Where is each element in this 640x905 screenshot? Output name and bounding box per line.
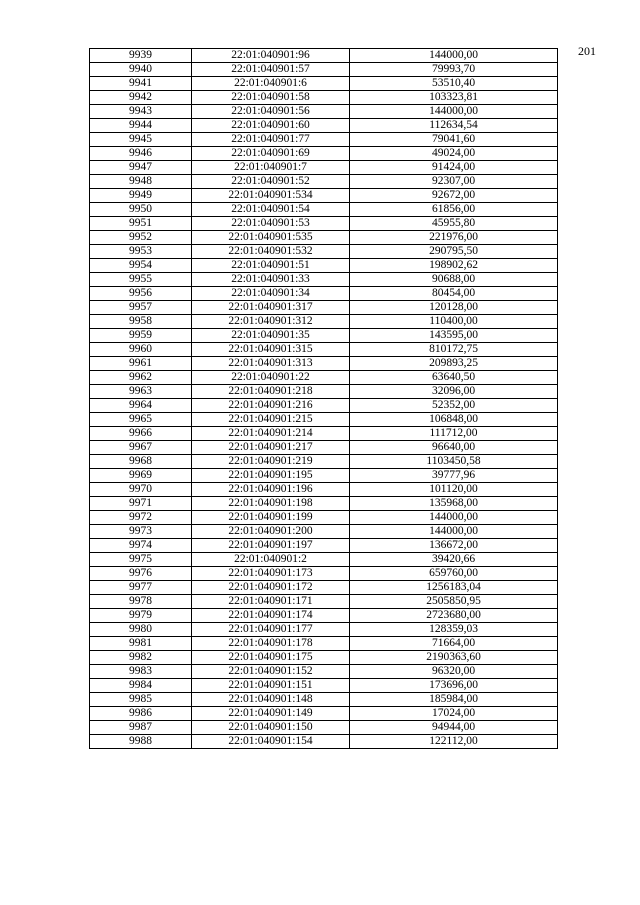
cadastral-value-cell: 1256183,04 [350,581,558,595]
row-number-cell: 9984 [90,679,192,693]
cadastral-number-cell: 22:01:040901:195 [192,469,350,483]
cadastral-number-cell: 22:01:040901:35 [192,329,350,343]
table-row [90,105,558,119]
cadastral-value-cell: 120128,00 [350,301,558,315]
cadastral-value-cell: 53510,40 [350,77,558,91]
cadastral-value-cell: 128359,03 [350,623,558,637]
table-row [90,469,558,483]
table-row [90,511,558,525]
cadastral-number-cell: 22:01:040901:218 [192,385,350,399]
table-row [90,399,558,413]
cadastral-value-cell: 143595,00 [350,329,558,343]
row-number-cell: 9985 [90,693,192,707]
row-number-cell: 9959 [90,329,192,343]
table-row [90,441,558,455]
cadastral-value-cell: 71664,00 [350,637,558,651]
cadastral-value-cell: 122112,00 [350,735,558,749]
cadastral-number-cell: 22:01:040901:148 [192,693,350,707]
table-row [90,413,558,427]
cadastral-value-cell: 112634,54 [350,119,558,133]
row-number-cell: 9974 [90,539,192,553]
row-number-cell: 9971 [90,497,192,511]
page-number: 201 [578,44,596,58]
row-number-cell: 9950 [90,203,192,217]
cadastral-number-cell: 22:01:040901:219 [192,455,350,469]
cadastral-value-cell: 96320,00 [350,665,558,679]
cadastral-value-cell: 80454,00 [350,287,558,301]
cadastral-value-cell: 185984,00 [350,693,558,707]
cadastral-number-cell: 22:01:040901:60 [192,119,350,133]
cadastral-number-cell: 22:01:040901:217 [192,441,350,455]
cadastral-value-cell: 144000,00 [350,49,558,63]
row-number-cell: 9939 [90,49,192,63]
row-number-cell: 9978 [90,595,192,609]
table-row [90,483,558,497]
cadastral-number-cell: 22:01:040901:149 [192,707,350,721]
cadastral-value-cell: 290795,50 [350,245,558,259]
cadastral-number-cell: 22:01:040901:196 [192,483,350,497]
row-number-cell: 9940 [90,63,192,77]
row-number-cell: 9972 [90,511,192,525]
cadastral-number-cell: 22:01:040901:51 [192,259,350,273]
table-row [90,371,558,385]
row-number-cell: 9960 [90,343,192,357]
cadastral-value-cell: 61856,00 [350,203,558,217]
cadastral-value-cell: 136672,00 [350,539,558,553]
table-row [90,245,558,259]
cadastral-value-cell: 1103450,58 [350,455,558,469]
table-row [90,567,558,581]
table-row [90,343,558,357]
cadastral-value-cell: 39777,96 [350,469,558,483]
cadastral-value-cell: 45955,80 [350,217,558,231]
row-number-cell: 9962 [90,371,192,385]
cadastral-value-cell: 2723680,00 [350,609,558,623]
table-row [90,329,558,343]
cadastral-number-cell: 22:01:040901:214 [192,427,350,441]
row-number-cell: 9945 [90,133,192,147]
cadastral-number-cell: 22:01:040901:199 [192,511,350,525]
cadastral-value-cell: 52352,00 [350,399,558,413]
table-row [90,91,558,105]
cadastral-value-cell: 32096,00 [350,385,558,399]
table-row [90,287,558,301]
table-row [90,721,558,735]
table-row [90,455,558,469]
row-number-cell: 9982 [90,651,192,665]
row-number-cell: 9975 [90,553,192,567]
table-row [90,609,558,623]
cadastral-number-cell: 22:01:040901:172 [192,581,350,595]
cadastral-value-cell: 209893,25 [350,357,558,371]
cadastral-value-cell: 101120,00 [350,483,558,497]
row-number-cell: 9968 [90,455,192,469]
cadastral-number-cell: 22:01:040901:69 [192,147,350,161]
cadastral-value-cell: 103323,81 [350,91,558,105]
row-number-cell: 9973 [90,525,192,539]
table-row [90,203,558,217]
row-number-cell: 9952 [90,231,192,245]
table-body [90,49,558,749]
row-number-cell: 9944 [90,119,192,133]
row-number-cell: 9954 [90,259,192,273]
cadastral-value-cell: 94944,00 [350,721,558,735]
table-row [90,175,558,189]
table-row [90,497,558,511]
row-number-cell: 9986 [90,707,192,721]
table-row [90,637,558,651]
table-row [90,189,558,203]
table-row [90,679,558,693]
cadastral-number-cell: 22:01:040901:150 [192,721,350,735]
cadastral-number-cell: 22:01:040901:198 [192,497,350,511]
row-number-cell: 9957 [90,301,192,315]
cadastral-value-cell: 2190363,60 [350,651,558,665]
cadastral-number-cell: 22:01:040901:52 [192,175,350,189]
cadastral-value-cell: 90688,00 [350,273,558,287]
table-row [90,707,558,721]
table-row [90,301,558,315]
cadastral-number-cell: 22:01:040901:312 [192,315,350,329]
cadastral-value-cell: 92672,00 [350,189,558,203]
row-number-cell: 9955 [90,273,192,287]
row-number-cell: 9958 [90,315,192,329]
cadastral-number-cell: 22:01:040901:7 [192,161,350,175]
row-number-cell: 9969 [90,469,192,483]
table-row [90,525,558,539]
table-row [90,315,558,329]
table-row [90,735,558,749]
cadastral-value-cell: 659760,00 [350,567,558,581]
cadastral-number-cell: 22:01:040901:154 [192,735,350,749]
table-row [90,623,558,637]
table-row [90,539,558,553]
cadastral-value-cell: 79993,70 [350,63,558,77]
row-number-cell: 9953 [90,245,192,259]
cadastral-number-cell: 22:01:040901:532 [192,245,350,259]
cadastral-value-cell: 810172,75 [350,343,558,357]
cadastral-number-cell: 22:01:040901:171 [192,595,350,609]
table-row [90,273,558,287]
row-number-cell: 9942 [90,91,192,105]
cadastral-number-cell: 22:01:040901:534 [192,189,350,203]
cadastral-value-cell: 135968,00 [350,497,558,511]
cadastral-value-cell: 111712,00 [350,427,558,441]
row-number-cell: 9963 [90,385,192,399]
table-row [90,63,558,77]
cadastral-value-cell: 63640,50 [350,371,558,385]
table-row [90,259,558,273]
cadastral-number-cell: 22:01:040901:178 [192,637,350,651]
cadastral-number-cell: 22:01:040901:315 [192,343,350,357]
table-row [90,595,558,609]
row-number-cell: 9976 [90,567,192,581]
cadastral-value-cell: 173696,00 [350,679,558,693]
table-row [90,147,558,161]
cadastral-value-cell: 96640,00 [350,441,558,455]
cadastral-value-cell: 144000,00 [350,105,558,119]
cadastral-value-cell: 79041,60 [350,133,558,147]
cadastral-number-cell: 22:01:040901:56 [192,105,350,119]
row-number-cell: 9961 [90,357,192,371]
row-number-cell: 9970 [90,483,192,497]
cadastral-number-cell: 22:01:040901:57 [192,63,350,77]
cadastral-number-cell: 22:01:040901:216 [192,399,350,413]
cadastral-value-cell: 144000,00 [350,525,558,539]
cadastral-number-cell: 22:01:040901:197 [192,539,350,553]
cadastral-value-cell: 198902,62 [350,259,558,273]
table-row [90,133,558,147]
cadastral-number-cell: 22:01:040901:33 [192,273,350,287]
table-row [90,651,558,665]
cadastral-value-cell: 17024,00 [350,707,558,721]
cadastral-number-cell: 22:01:040901:317 [192,301,350,315]
table-row [90,161,558,175]
cadastral-number-cell: 22:01:040901:173 [192,567,350,581]
row-number-cell: 9951 [90,217,192,231]
cadastral-value-cell: 2505850,95 [350,595,558,609]
row-number-cell: 9949 [90,189,192,203]
cadastral-value-cell: 91424,00 [350,161,558,175]
row-number-cell: 9987 [90,721,192,735]
row-number-cell: 9948 [90,175,192,189]
table-row [90,119,558,133]
cadastral-number-cell: 22:01:040901:215 [192,413,350,427]
row-number-cell: 9956 [90,287,192,301]
cadastral-number-cell: 22:01:040901:53 [192,217,350,231]
cadastral-value-cell: 110400,00 [350,315,558,329]
cadastral-value-cell: 144000,00 [350,511,558,525]
row-number-cell: 9965 [90,413,192,427]
row-number-cell: 9964 [90,399,192,413]
table-row [90,385,558,399]
cadastral-number-cell: 22:01:040901:535 [192,231,350,245]
cadastral-number-cell: 22:01:040901:2 [192,553,350,567]
cadastral-value-cell: 92307,00 [350,175,558,189]
row-number-cell: 9947 [90,161,192,175]
cadastral-value-cell: 106848,00 [350,413,558,427]
row-number-cell: 9943 [90,105,192,119]
cadastral-number-cell: 22:01:040901:175 [192,651,350,665]
cadastral-number-cell: 22:01:040901:177 [192,623,350,637]
table-row [90,357,558,371]
table-row [90,581,558,595]
table-row [90,231,558,245]
table-row [90,49,558,63]
cadastral-number-cell: 22:01:040901:313 [192,357,350,371]
table-row [90,665,558,679]
cadastral-number-cell: 22:01:040901:200 [192,525,350,539]
cadastral-number-cell: 22:01:040901:22 [192,371,350,385]
cadastral-number-cell: 22:01:040901:152 [192,665,350,679]
cadastral-number-cell: 22:01:040901:58 [192,91,350,105]
row-number-cell: 9941 [90,77,192,91]
cadastral-value-cell: 49024,00 [350,147,558,161]
table-row [90,217,558,231]
row-number-cell: 9983 [90,665,192,679]
cadastral-number-cell: 22:01:040901:151 [192,679,350,693]
table-row [90,77,558,91]
row-number-cell: 9977 [90,581,192,595]
row-number-cell: 9980 [90,623,192,637]
row-number-cell: 9981 [90,637,192,651]
table-row [90,693,558,707]
cadastral-number-cell: 22:01:040901:77 [192,133,350,147]
row-number-cell: 9946 [90,147,192,161]
cadastral-value-cell: 39420,66 [350,553,558,567]
row-number-cell: 9988 [90,735,192,749]
cadastral-number-cell: 22:01:040901:174 [192,609,350,623]
cadastral-number-cell: 22:01:040901:34 [192,287,350,301]
row-number-cell: 9979 [90,609,192,623]
cadastral-number-cell: 22:01:040901:6 [192,77,350,91]
table-row [90,553,558,567]
cadastral-value-cell: 221976,00 [350,231,558,245]
cadastral-number-cell: 22:01:040901:96 [192,49,350,63]
table-row [90,427,558,441]
row-number-cell: 9967 [90,441,192,455]
row-number-cell: 9966 [90,427,192,441]
cadastral-number-cell: 22:01:040901:54 [192,203,350,217]
cadastral-value-table [89,48,558,749]
